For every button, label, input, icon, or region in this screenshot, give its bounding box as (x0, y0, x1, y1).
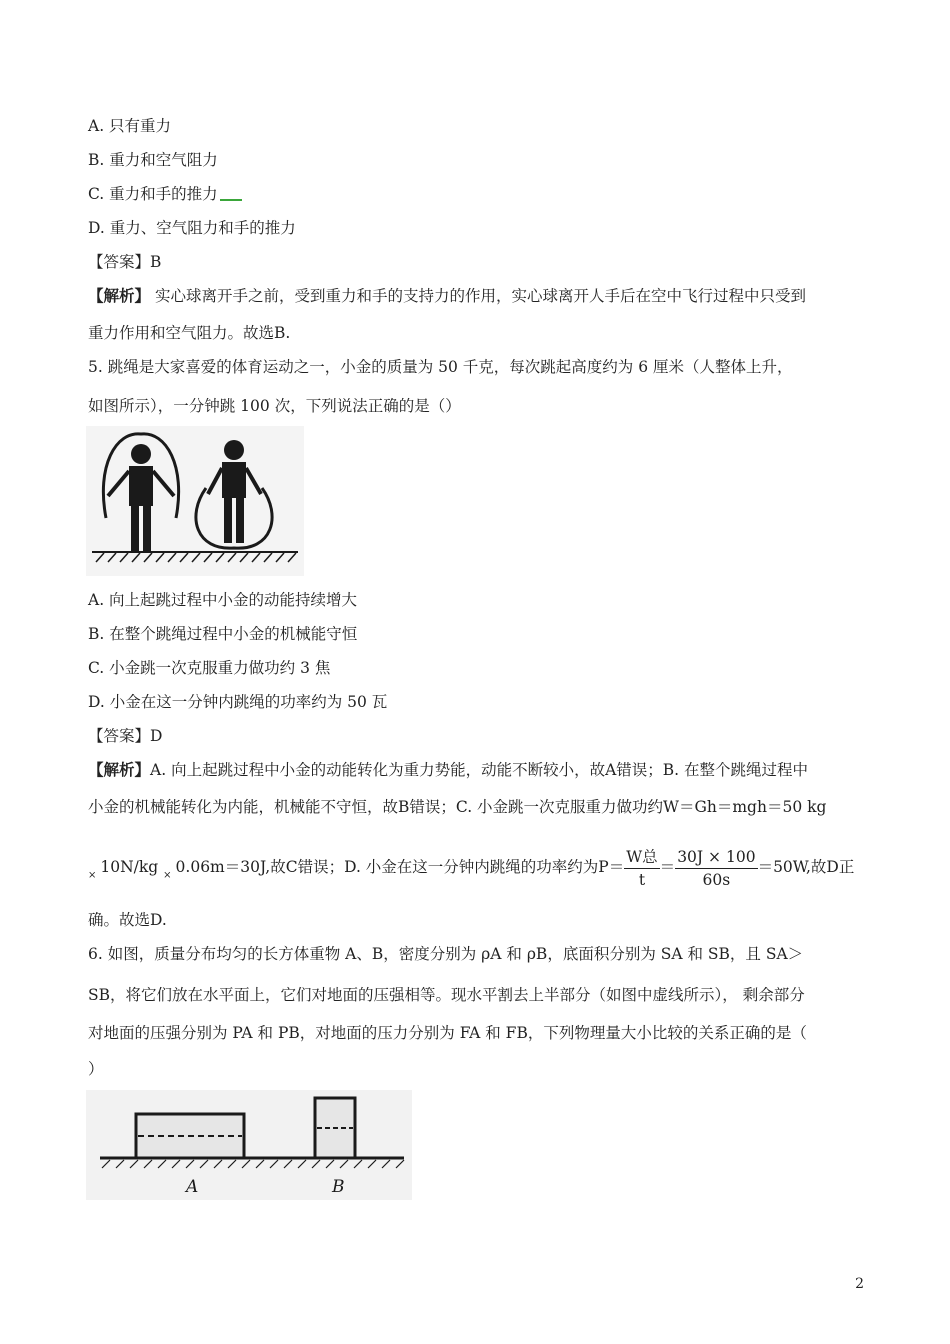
blocks-figure (86, 1090, 412, 1200)
q5-option-c: C. 小金跳一次克服重力做功约 3 焦 (88, 659, 331, 677)
q4-answer: 【答案】B (88, 253, 162, 271)
q5-analysis-line1 (88, 760, 808, 780)
q5-analysis-text3b: 0.06m＝30J,故C错误；D. 小金在这一分钟内跳绳的功率约为P＝ (175, 858, 625, 876)
equals-sign: ＝ (659, 858, 676, 876)
q5-analysis-line3 (88, 846, 854, 891)
block-b-label: B (332, 1177, 345, 1197)
q5-answer: 【答案】D (88, 727, 163, 745)
q5-analysis-text3c: ＝50W,故D正 (757, 858, 855, 876)
q4-analysis-text1: 实心球离开手之前，受到重力和手的支持力的作用，实心球离开人手后在空中飞行过程中只受到 (154, 287, 806, 305)
value-fraction (675, 848, 757, 889)
block-a-label: A (186, 1177, 199, 1197)
q5-analysis-label: 【解析】 (88, 760, 151, 779)
q4-option-c-text: C. 重力和手的推力 (88, 185, 218, 203)
jump-rope-figure (86, 426, 304, 576)
times-sign: × (88, 870, 97, 881)
times-sign: × (163, 870, 172, 881)
power-fraction-denominator: t (638, 870, 646, 889)
q5-stem-line2: 如图所示），一分钟跳 100 次，下列说法正确的是（） (88, 397, 461, 415)
q6-stem-line2: SB，将它们放在水平面上，它们对地面的压强相等。现水平割去上半部分（如图中虚线所示）， 剩余部分 (88, 986, 805, 1004)
q4-option-b: B. 重力和空气阻力 (88, 151, 218, 169)
q4-option-d: D. 重力、空气阻力和手的推力 (88, 219, 296, 237)
green-underline-mark (220, 199, 242, 201)
q6-stem-line3: 对地面的压强分别为 PA 和 PB，对地面的压力分别为 FA 和 FB，下列物理量大小比较的关系正确的是（ (88, 1024, 807, 1042)
q4-analysis-line2: 重力作用和空气阻力。故选B. (88, 324, 291, 342)
q5-analysis-line2: 小金的机械能转化为内能，机械能不守恒，故B错误；C. 小金跳一次克服重力做功约W＝Gh＝mgh＝50 kg (88, 798, 827, 816)
q5-option-b: B. 在整个跳绳过程中小金的机械能守恒 (88, 625, 358, 643)
q5-analysis-text1: A. 向上起跳过程中小金的动能转化为重力势能，动能不断较小，故A错误；B. 在整个跳绳过程中 (150, 761, 809, 779)
q5-option-d: D. 小金在这一分钟内跳绳的功率约为 50 瓦 (88, 693, 388, 711)
q4-analysis-line1 (88, 286, 806, 306)
block-b-shape (315, 1098, 355, 1158)
q4-analysis-label: 【解析】 (88, 286, 151, 305)
q6-stem-line4: ） (88, 1060, 104, 1078)
q5-option-a: A. 向上起跳过程中小金的动能持续增大 (88, 591, 358, 609)
q5-stem-line1: 5. 跳绳是大家喜爱的体育运动之一，小金的质量为 50 千克，每次跳起高度约为 6 厘米（人整体上升， (88, 358, 793, 376)
value-fraction-numerator: 30J × 100 (675, 848, 757, 869)
q5-analysis-text3a: 10N/kg (100, 858, 159, 876)
power-fraction-numerator: W总 (624, 848, 659, 869)
q4-option-a: A. 只有重力 (88, 117, 172, 135)
power-fraction (624, 848, 659, 889)
block-a-shape (136, 1114, 244, 1158)
value-fraction-denominator: 60s (702, 870, 731, 889)
page-number: 2 (855, 1276, 864, 1292)
q4-option-c (88, 184, 242, 204)
q6-stem-line1: 6. 如图，质量分布均匀的长方体重物 A、B，密度分别为 ρA 和 ρB，底面积分别为 SA 和 SB，且 SA＞ (88, 945, 804, 963)
q5-analysis-line4: 确。故选D. (88, 911, 167, 929)
